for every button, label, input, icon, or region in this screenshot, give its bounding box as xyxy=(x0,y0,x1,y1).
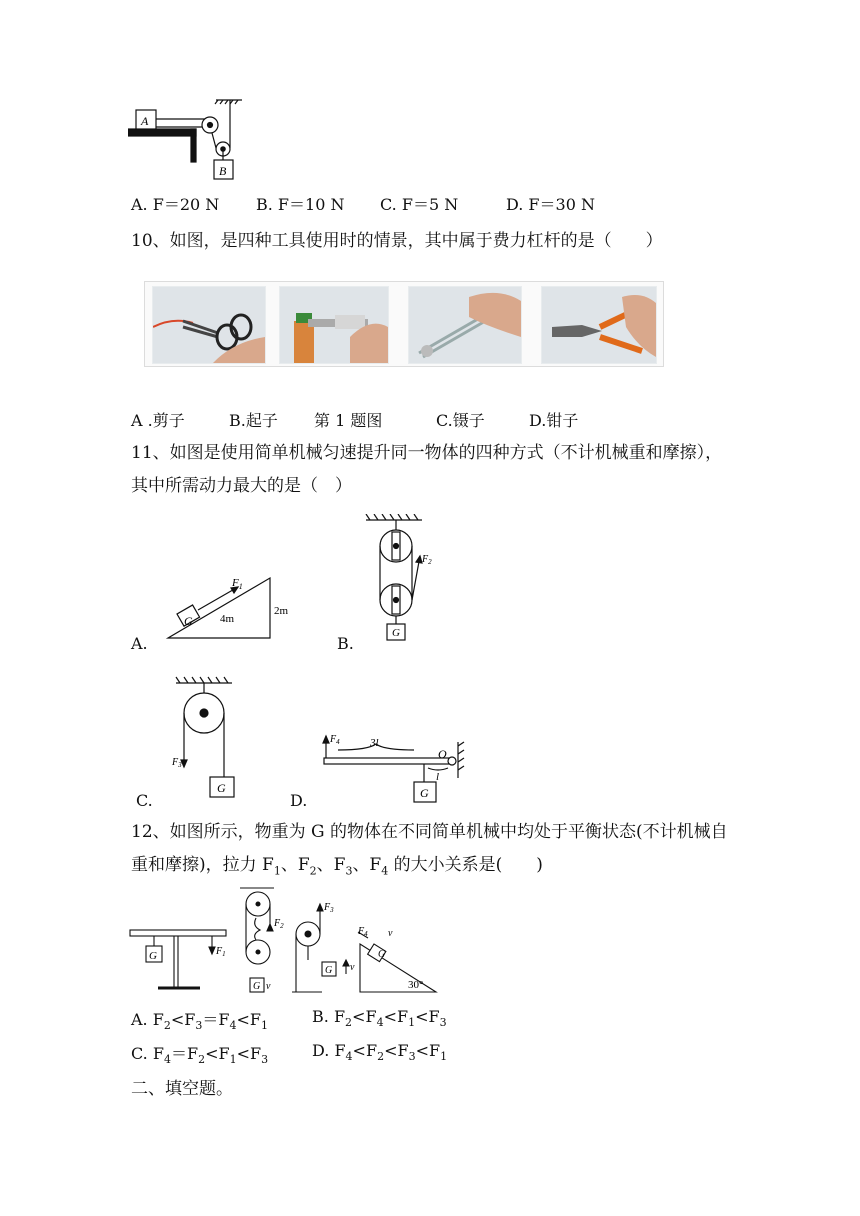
q11d-f-sub: 4 xyxy=(336,738,340,746)
q11b-g: G xyxy=(392,627,400,639)
q12-option-c[interactable]: C. $F_4=F_2<F_1<F_3$ xyxy=(131,1044,269,1067)
q9-option-c[interactable]: C. F＝5 N xyxy=(380,195,459,214)
q11c-g: G xyxy=(217,781,226,795)
q11a-length: 4m xyxy=(220,613,235,625)
q12-option-b[interactable]: B. $F_2<F_4<F_1<F_3$ xyxy=(312,1007,447,1030)
svg-text:F3 xyxy=(171,757,182,769)
svg-text:F1 xyxy=(231,577,243,591)
q12-lever-g: G xyxy=(149,950,157,962)
q12-incline-g: G xyxy=(378,949,386,960)
q12-pulley-g: G xyxy=(325,965,333,976)
q11b-f-sub: 2 xyxy=(428,558,432,566)
q9-label-b: B xyxy=(219,164,227,178)
pliers-photo xyxy=(541,286,657,364)
q12-figures xyxy=(128,884,440,996)
q12-incline-v: v xyxy=(388,928,393,939)
q10-option-d[interactable]: D.钳子 xyxy=(529,411,579,430)
q12-block-v: v xyxy=(266,981,271,992)
q11-figure-a-incline xyxy=(160,570,300,642)
q10-option-a[interactable]: A .剪子 xyxy=(131,411,185,430)
q11a-f-sub: 1 xyxy=(238,582,243,591)
q11c-f: F xyxy=(172,757,179,768)
q11-option-c[interactable]: C. xyxy=(136,791,153,810)
svg-text:F2: $F_2$ xyxy=(274,918,284,930)
section-2-title: 二、填空题。 xyxy=(131,1079,233,1099)
q11-stem-line1: 11、如图是使用简单机械匀速提升同一物体的四种方式（不计机械重和摩擦）， xyxy=(131,443,723,463)
q12-option-d[interactable]: D. $F_4<F_2<F_3<F_1$ xyxy=(312,1041,448,1064)
q10-figure-caption: 第 1 题图 xyxy=(314,411,383,430)
svg-text:F1: $F_1$ xyxy=(216,946,226,958)
q9-option-d[interactable]: D. F＝30 N xyxy=(506,195,595,214)
q12-stem-line1: 12、如图所示，物重为 G 的物体在不同简单机械中均处于平衡状态(不计机械自 xyxy=(131,822,728,842)
q12-block-g: G xyxy=(253,981,261,992)
q11a-g: G xyxy=(184,614,193,628)
q11a-f: F xyxy=(232,577,239,589)
q11-option-a[interactable]: A. xyxy=(131,634,148,653)
q10-option-b[interactable]: B.起子 xyxy=(229,411,278,430)
q11-option-b[interactable]: B. xyxy=(337,634,354,653)
bottle-opener-photo xyxy=(279,286,389,364)
q9-option-b[interactable]: B. F＝10 N xyxy=(256,195,345,214)
q11d-short-arm: l xyxy=(436,771,440,783)
q9-pulley-figure xyxy=(128,98,252,184)
q11d-f: F xyxy=(330,734,337,745)
q11d-g: G xyxy=(420,786,429,800)
q9-label-a: A xyxy=(141,114,149,128)
q9-option-a[interactable]: A. F＝20 N xyxy=(131,195,220,214)
q11-stem-line2: 其中所需动力最大的是（ ） xyxy=(131,476,352,496)
q11b-f: F xyxy=(422,554,429,565)
q10-option-c[interactable]: C.镊子 xyxy=(436,411,485,430)
svg-text:F4: $F_4$ xyxy=(358,926,368,938)
tweezers-photo xyxy=(408,286,522,364)
q11-figure-c-fixed-pulley xyxy=(168,675,238,801)
q10-photo-strip xyxy=(144,281,664,367)
q12-option-a[interactable]: A. $F_2<F_3=F_4<F_1$ xyxy=(131,1010,268,1033)
q12-incline-angle: 30° xyxy=(408,979,424,991)
svg-text:F4 xyxy=(329,734,340,746)
q11d-pivot: O xyxy=(438,747,447,761)
q11d-long-arm: 3l xyxy=(370,737,379,749)
scissors-photo xyxy=(152,286,266,364)
q12-pulley-v: v xyxy=(350,962,355,973)
q11-figure-b-pulley-block xyxy=(362,514,452,644)
q11c-f-sub: 3 xyxy=(178,761,182,769)
q12-stem-line2: 重和摩擦)，拉力 $F_1$、$F_2$、$F_3$、$F_4$ 的大小关系是( ) xyxy=(131,855,543,878)
q11-figure-d-lever xyxy=(318,728,468,804)
svg-text:F3: $F_3$ xyxy=(324,902,334,914)
svg-text:F2 xyxy=(421,554,432,566)
q10-stem: 10、如图，是四种工具使用时的情景，其中属于费力杠杆的是（ ） xyxy=(131,231,663,251)
q11-option-d[interactable]: D. xyxy=(290,791,308,810)
q11a-height: 2m xyxy=(274,605,289,617)
